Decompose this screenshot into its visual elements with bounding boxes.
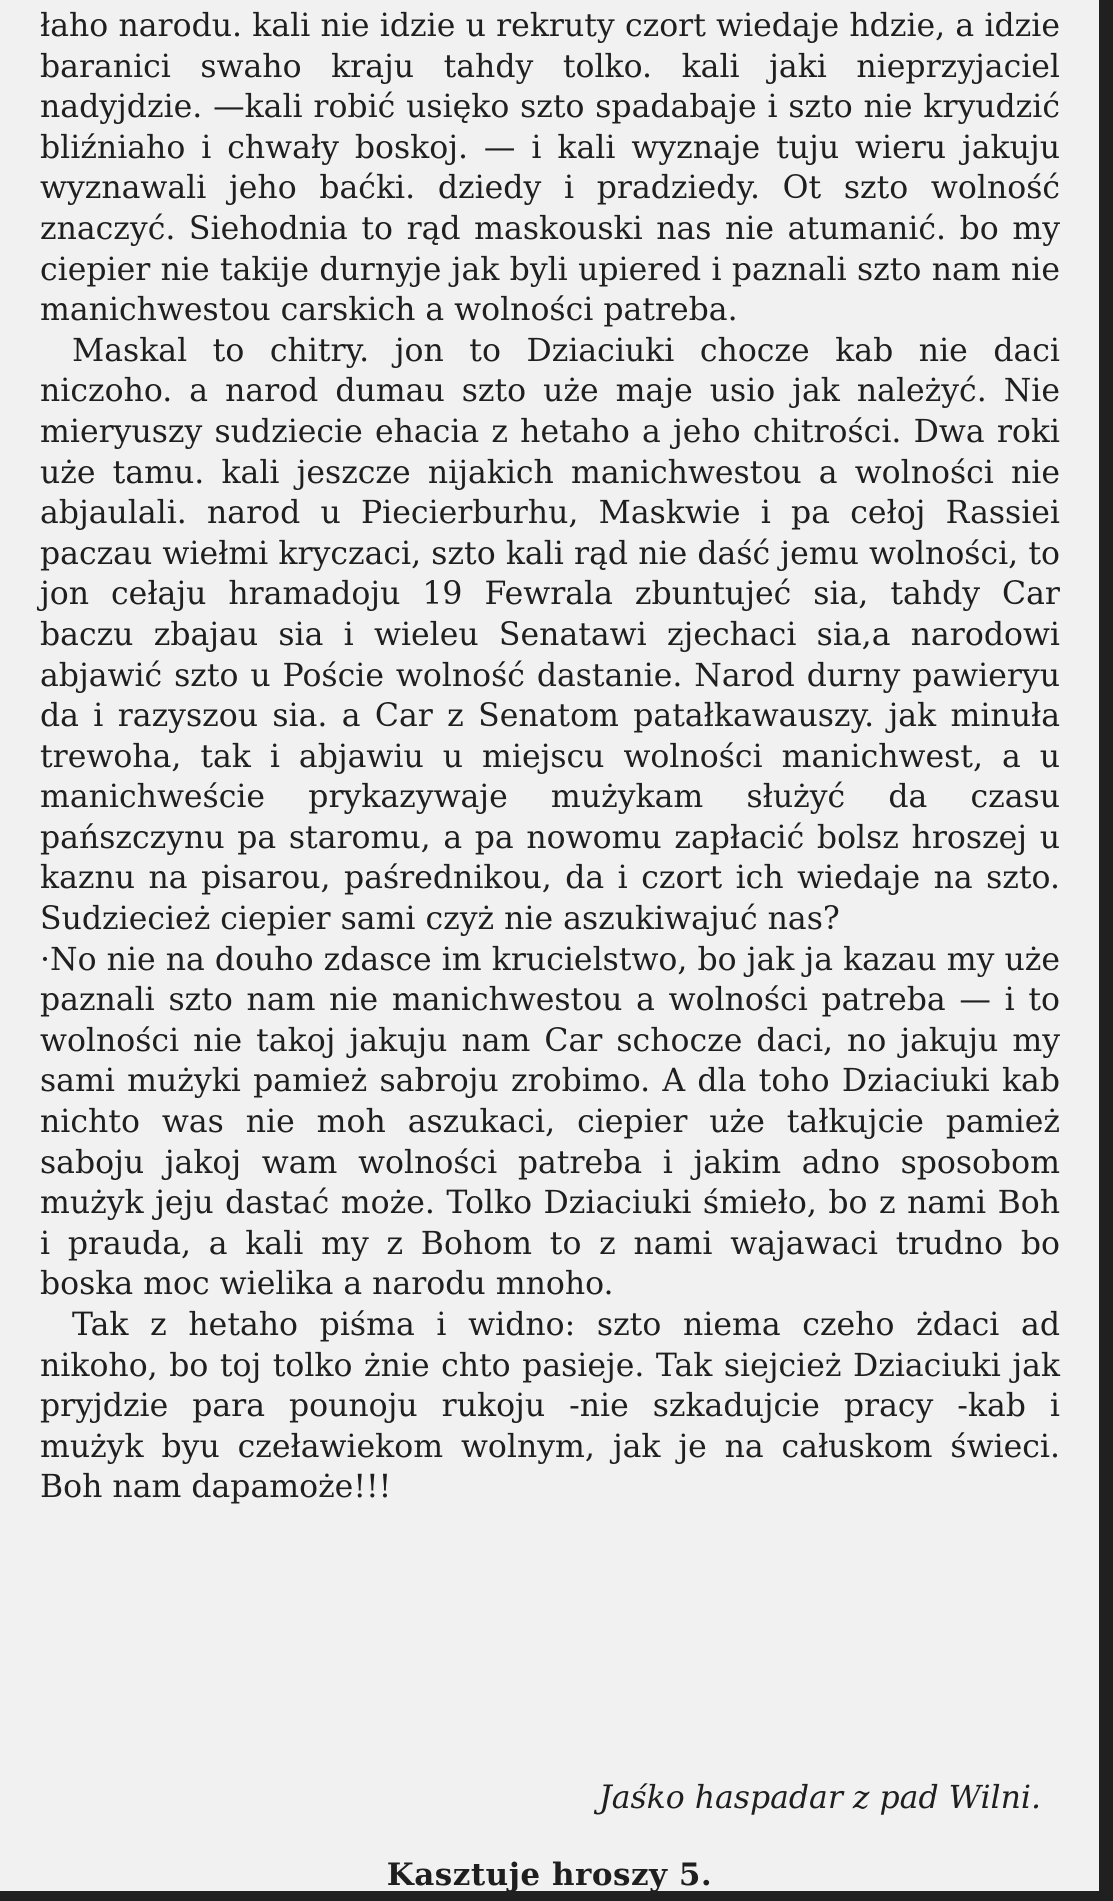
paragraph-2: Maskal to chitry. jon to Dziaciuki chocze kab nie daci niczoho. a narod dumau szto uże maje usio jak należyć. Nie mieryuszy sudziecie ehacia z hetaho a jeho chitrości. Dwa roki uże tamu. kali jeszcze nijakich manichwestou a wolności nie abjaulali. narod u Piecierburhu, Maskwie i pa cełoj Rassiei paczau wiełmi kryczaci, szto kali rąd nie daść jemu wolności, to jon cełaju hramadoju 19 Fewrala zbuntujeć sia, tahdy Car baczu zbajau sia i wieleu Senatawi zjechaci sia,a narodowi abjawić szto u Poście wolność dastanie. Narod durny pawieryu da i razyszou sia. a Car z Senatom patałkawauszy. jak minuła trewoha, tak i abjawiu u miejscu wolności manichwest, a u manichweście prykazywaje mużykam służyć da czasu pańszczynu pa staromu, a pa nowomu zapłacić bolsz hroszej u kaznu na pisarou, paśrednikou, da i czort ich wiedaje na szto. Sudziecież ciepier sami czyż nie aszukiwajuć nas? bbox=[40, 332, 1060, 938]
signature: Jaśko haspadar z pad Wilni. bbox=[599, 1780, 1041, 1816]
price-line bbox=[0, 1857, 1099, 1893]
price-text: Kasztuje hroszy 5. bbox=[386, 1857, 713, 1893]
body-text bbox=[40, 6, 1060, 1508]
paragraph-4: Tak z hetaho piśma i widno: szto niema czeho żdaci ad nikoho, bo toj tolko żnie chto pasieje. Tak siejcież Dziaciuki jak pryjdzie para pounoju rukoju -nie szkadujcie pracy -kab i mużyk byu czeławiekom wolnym, jak je na całuskom świeci. Boh nam dapamoże!!! bbox=[40, 1307, 1060, 1506]
paragraph-1: łaho narodu. kali nie idzie u rekruty czort wiedaje hdzie, a idzie baranici swaho kraju tahdy tolko. kali jaki nieprzyjaciel nadyjdzie. —kali robić usięko szto spadabaje i szto nie kryudzić bliźniaho i chwały boskoj. — i kali wyznaje tuju wieru jakuju wyznawali jeho baćki. dziedy i pradziedy. Ot szto wolność znaczyć. Siehodnia to rąd maskouski nas nie atumanić. bo my ciepier nie takije durnyje jak byli upiered i paznali szto nam nie manichwestou carskich a wolności patreba. bbox=[40, 8, 1060, 329]
paragraph-3: ·No nie na douho zdasce im krucielstwo, bo jak ja kazau my uże paznali szto nam nie manichwestou a wolności patreba — i to wolności nie takoj jakuju nam Car schocze daci, no jakuju my sami mużyki pamież sabroju zrobimo. A dla toho Dziaciuki kab nichto was nie moh aszukaci, ciepier uże tałkujcie pamież saboju jakoj wam wolności patreba i jakim adno sposobom mużyk jeju dastać może. Tolko Dziaciuki śmieło, bo z nami Boh i prauda, a kali my z Bohom to z nami wajawaci trudno bo boska moc wielika a narodu mnoho. bbox=[40, 941, 1060, 1303]
